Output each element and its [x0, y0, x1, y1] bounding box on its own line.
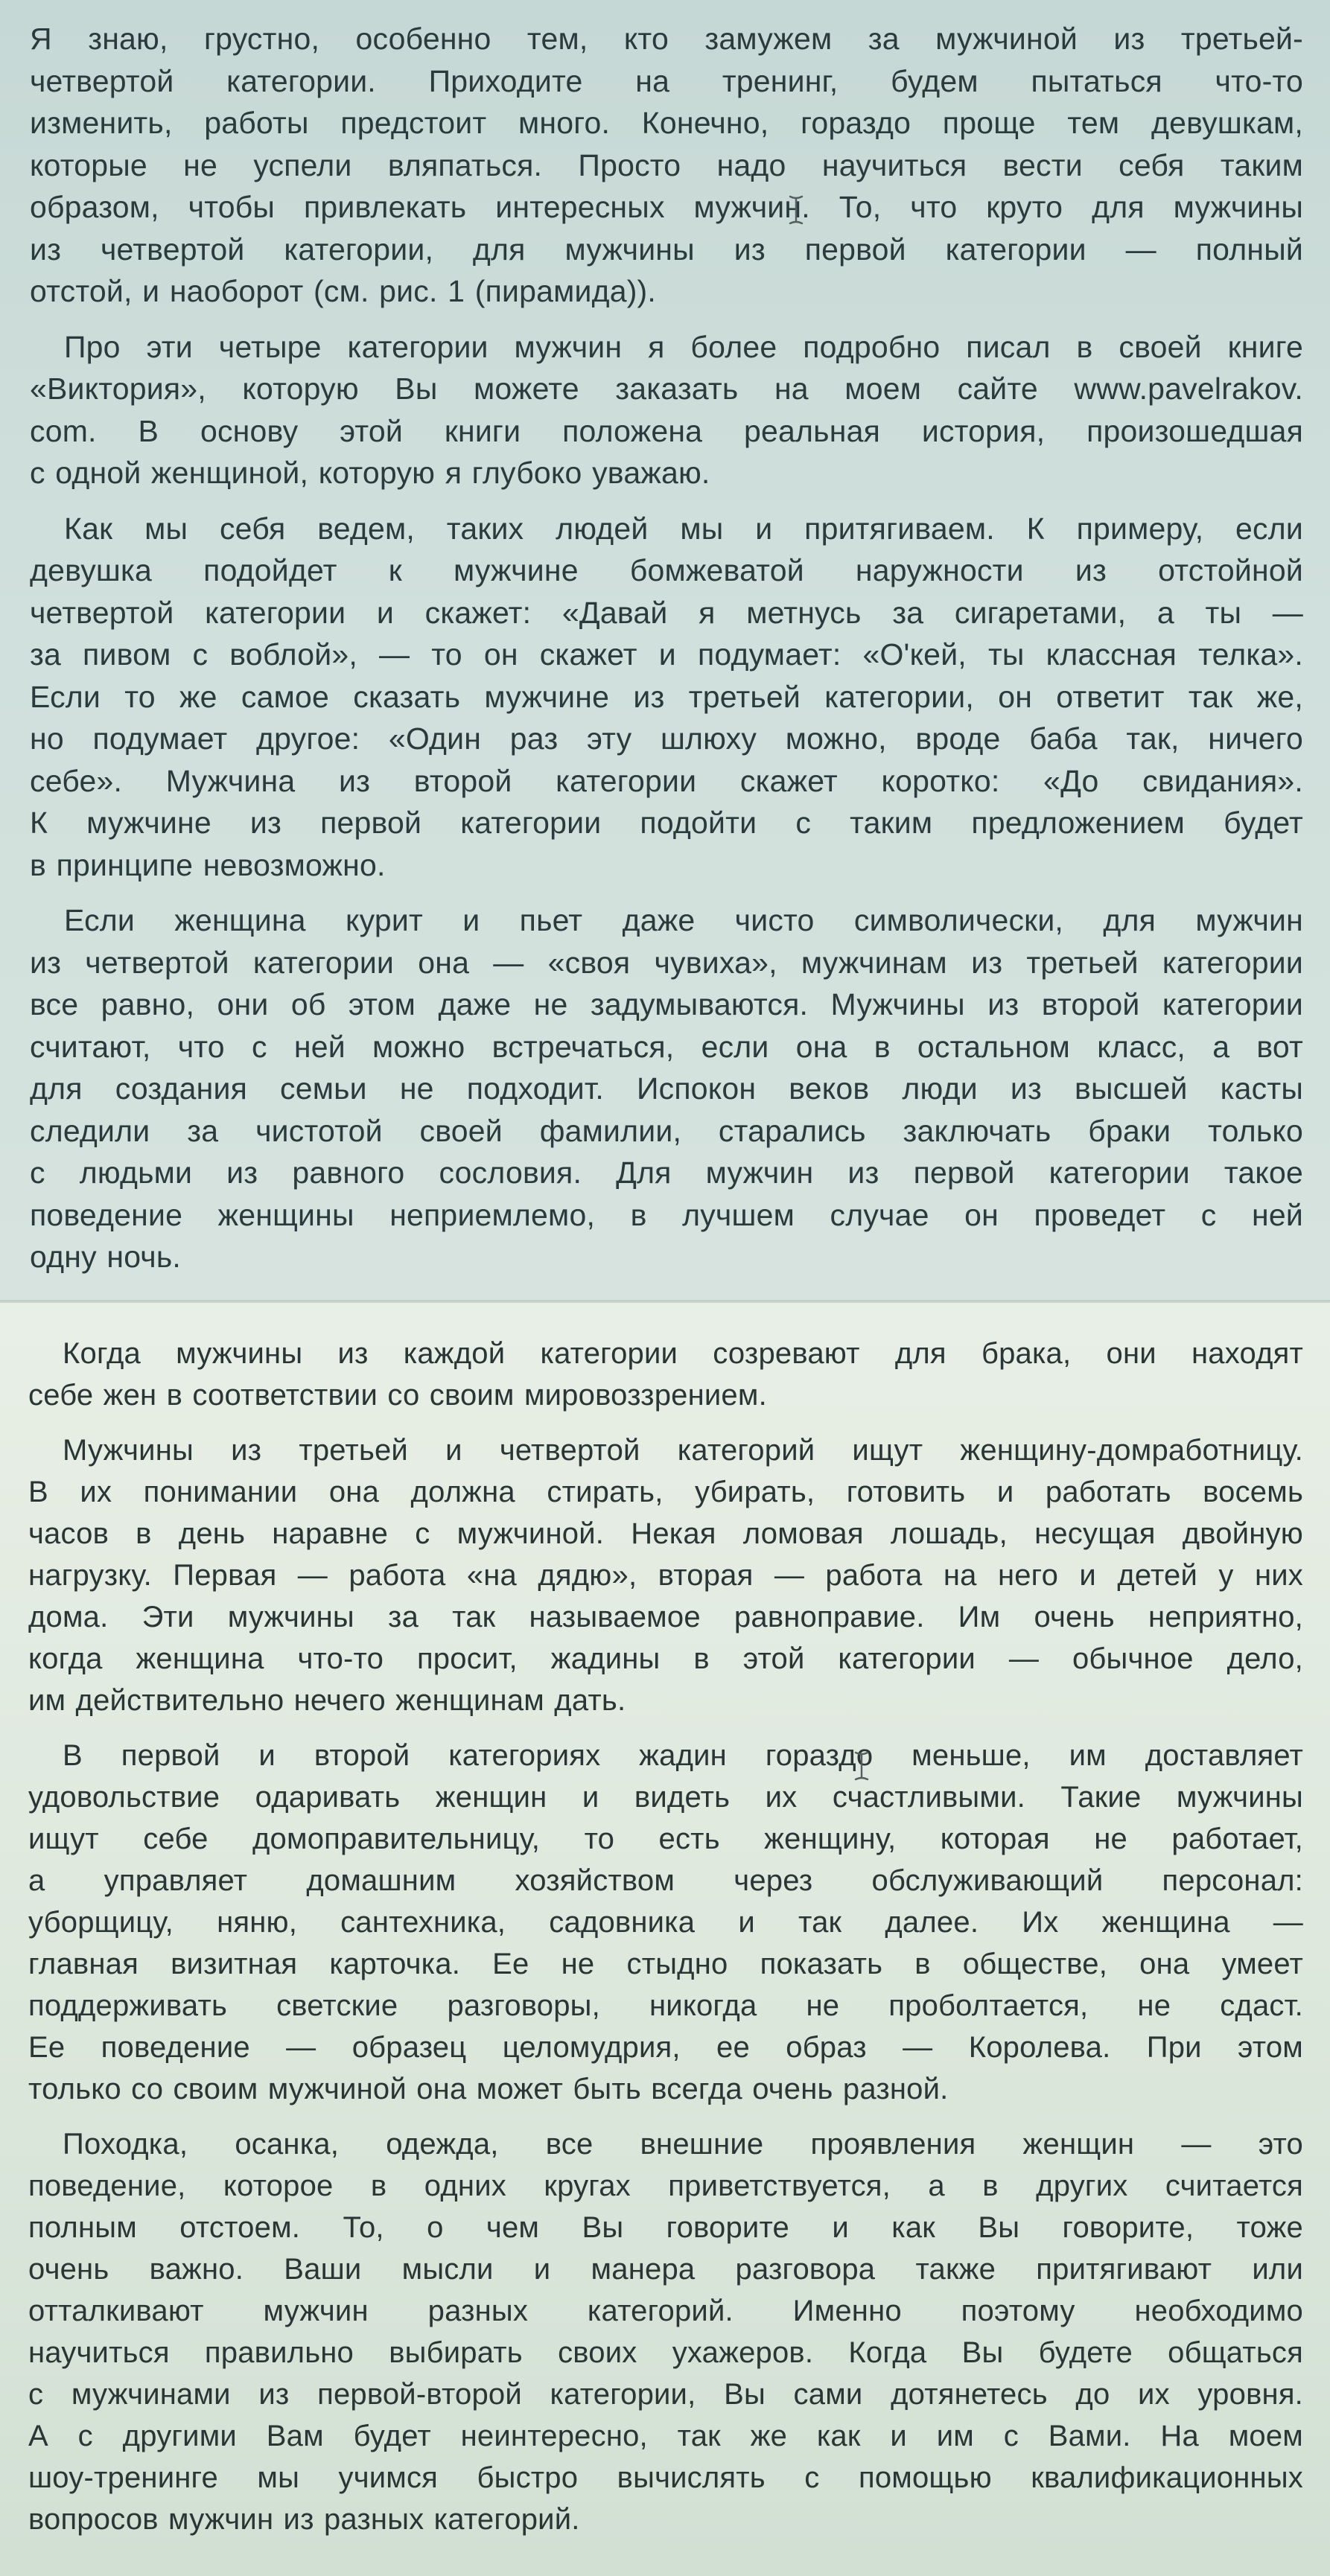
- text-line: в принципе невозможно.: [30, 847, 386, 882]
- paragraph: [30, 899, 1303, 1278]
- text-line: К мужчине из первой категории подойти с таким предложением будет: [30, 806, 1303, 840]
- text-line: Как мы себя ведем, таких людей мы и притягиваем. К примеру, если: [64, 511, 1303, 546]
- text-line: а управляет домашним хозяйством через обслуживающий персонал:: [28, 1864, 1303, 1897]
- text-line: главная визитная карточка. Ее не стыдно показать в обществе, она умеет: [28, 1948, 1303, 1980]
- text-line: отталкивают мужчин разных категорий. Именно поэтому необходимо: [28, 2295, 1303, 2327]
- text-line: себе жен в соответствии со своим мировоззрением.: [28, 1379, 767, 1412]
- paragraph: [30, 508, 1303, 887]
- text-line: девушка подойдет к мужчине бомжеватой наружности из отстойной: [30, 553, 1303, 587]
- text-line: очень важно. Ваши мысли и манера разговора также притягивают или: [28, 2253, 1303, 2286]
- text-line: научиться правильно выбирать своих ухажеров. Когда Вы будете общаться: [28, 2336, 1303, 2369]
- text-line: Когда мужчины из каждой категории созревают для брака, они находят: [63, 1337, 1303, 1370]
- text-line: В их понимании она должна стирать, убирать, готовить и работать восемь: [28, 1476, 1303, 1508]
- text-line: считают, что с ней можно встречаться, если она в остальном класс, а вот: [30, 1029, 1303, 1064]
- text-line: только со своим мужчиной она может быть всегда очень разной.: [28, 2073, 949, 2105]
- paragraph: [28, 1333, 1303, 1416]
- text-line: Если то же самое сказать мужчине из третьей категории, он ответит так же,: [30, 679, 1303, 714]
- text-line: изменить, работы предстоит много. Конечно, гораздо проще тем девушкам,: [30, 106, 1303, 140]
- text-line: удовольствие одаривать женщин и видеть их счастливыми. Такие мужчины: [28, 1781, 1303, 1814]
- text-line: ищут себе домоправительницу, то есть женщину, которая не работает,: [28, 1823, 1303, 1855]
- text-line: «Виктория», которую Вы можете заказать на моем сайте www.pavelrakov.: [30, 372, 1303, 406]
- paragraph: [30, 326, 1303, 494]
- text-line: полным отстоем. То, о чем Вы говорите и как Вы говорите, тоже: [28, 2211, 1303, 2244]
- text-line: за пивом с воблой», — то он скажет и подумает: «О'кей, ты классная телка».: [30, 637, 1303, 672]
- text-line: Походка, осанка, одежда, все внешние проявления женщин — это: [63, 2128, 1303, 2161]
- text-line: Ее поведение — образец целомудрия, ее образ — Королева. При этом: [28, 2031, 1303, 2064]
- text-line: уборщицу, няню, сантехника, садовника и так далее. Их женщина —: [28, 1906, 1303, 1939]
- text-line: четвертой категории. Приходите на тренинг, будем пытаться что-то: [30, 63, 1303, 98]
- text-line: часов в день наравне с мужчиной. Некая ломовая лошадь, несущая двойную: [28, 1517, 1303, 1550]
- text-line: для создания семьи не подходит. Испокон веков люди из высшей касты: [30, 1071, 1303, 1106]
- text-line: следили за чистотой своей фамилии, старались заключать браки только: [30, 1113, 1303, 1148]
- text-line: com. В основу этой книги положена реальная история, произошедшая: [30, 413, 1303, 448]
- text-line: Про эти четыре категории мужчин я более подробно писал в своей книге: [64, 329, 1303, 364]
- text-line: себе». Мужчина из второй категории скажет коротко: «До свидания».: [30, 763, 1303, 798]
- text-line: но подумает другое: «Один раз эту шлюху можно, вроде баба так, ничего: [30, 721, 1303, 756]
- text-line: четвертой категории и скажет: «Давай я метнусь за сигаретами, а ты —: [30, 595, 1303, 630]
- text-line: отстой, и наоборот (см. рис. 1 (пирамида)).: [30, 274, 657, 308]
- text-line: вопросов мужчин из разных категорий.: [28, 2503, 580, 2536]
- text-line: с людьми из равного сословия. Для мужчин из первой категории такое: [30, 1155, 1303, 1190]
- text-line: с мужчинами из первой-второй категории, Вы сами дотянетесь до их уровня.: [28, 2378, 1303, 2411]
- paragraph: [28, 2123, 1303, 2540]
- text-line: А с другими Вам будет неинтересно, так же как и им с Вами. На моем: [28, 2420, 1303, 2452]
- text-line: шоу-тренинге мы учимся быстро вычислять с помощью квалификационных: [28, 2461, 1303, 2494]
- text-line: когда женщина что-то просит, жадины в этой категории — обычное дело,: [28, 1642, 1303, 1675]
- page-photo-bottom: [0, 1303, 1330, 2576]
- text-line: Если женщина курит и пьет даже чисто символически, для мужчин: [64, 903, 1303, 937]
- text-line: им действительно нечего женщинам дать.: [28, 1684, 626, 1717]
- text-line: Мужчины из третьей и четвертой категорий ищут женщину-домработницу.: [63, 1434, 1303, 1467]
- paragraph: [30, 18, 1303, 313]
- text-line: из четвертой категории, для мужчины из первой категории — полный: [30, 232, 1303, 267]
- text-line: одну ночь.: [30, 1240, 182, 1274]
- text-line: поведение женщины неприемлемо, в лучшем случае он проведет с ней: [30, 1197, 1303, 1232]
- text-line: все равно, они об этом даже не задумываются. Мужчины из второй категории: [30, 987, 1303, 1021]
- text-line: поддерживать светские разговоры, никогда не проболтается, не сдаст.: [28, 1989, 1303, 2022]
- paragraph: [28, 1735, 1303, 2110]
- text-line: с одной женщиной, которую я глубоко уважаю.: [30, 456, 710, 490]
- text-line: Я знаю, грустно, особенно тем, кто замужем за мужчиной из третьей-: [30, 22, 1303, 56]
- text-line: образом, чтобы привлекать интересных мужчин. То, что круто для мужчины: [30, 190, 1303, 224]
- paragraph: [28, 1429, 1303, 1721]
- text-line: дома. Эти мужчины за так называемое равноправие. Им очень неприятно,: [28, 1601, 1303, 1633]
- text-line: В первой и второй категориях жадин гораздо меньше, им доставляет: [63, 1739, 1303, 1772]
- text-line: из четвертой категории она — «своя чувиха», мужчинам из третьей категории: [30, 945, 1303, 980]
- text-line: которые не успели вляпаться. Просто надо научиться вести себя таким: [30, 147, 1303, 182]
- text-line: нагрузку. Первая — работа «на дядю», вторая — работа на него и детей у них: [28, 1559, 1303, 1592]
- text-line: поведение, которое в одних кругах приветствуется, а в других считается: [28, 2169, 1303, 2202]
